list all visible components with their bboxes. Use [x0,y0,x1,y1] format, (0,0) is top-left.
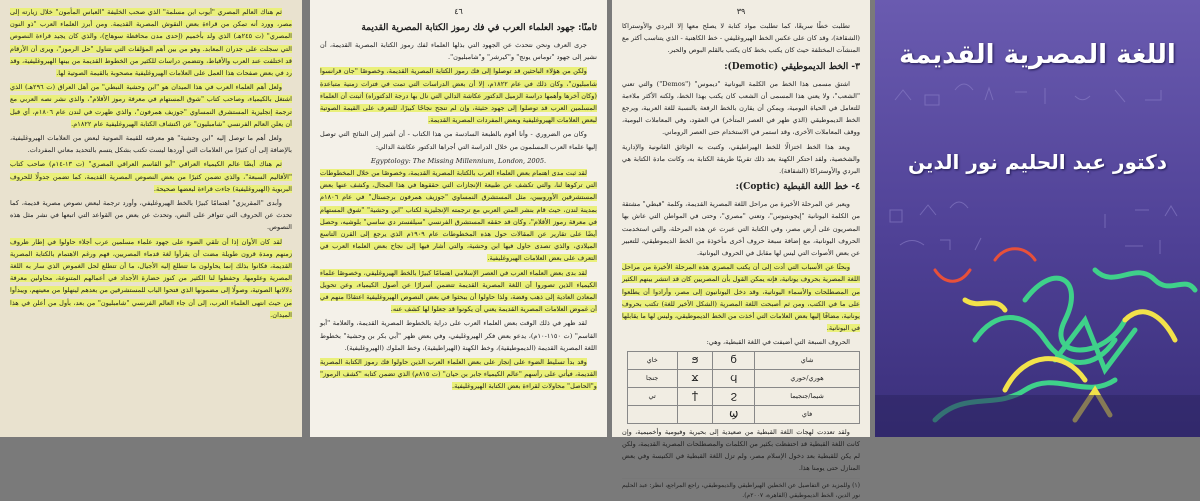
cover-bottom-band [875,395,1200,437]
left-paragraph-2: ولعل أهم العلماء العرب في هذا الميدان هو "ابن وحشية النبطي" من أهل العراق (ت ٢٩٦هـ) الذي اشتغل بالكيمياء، وصاحب كتاب "شوق المستهام في معرفة رموز الأقلام"، والذي نشر نصه العربي مع ترجمة إنجليزية المستشرق النمساوي "جوزيف همرفون"، والذي ظهرت في لندن عام ١٨٠٦م، أي قبل أن يعلن العالم الفرنسي "شامبليون" عن اكتشاف الكتابة الهيروغليفية عام ١٨٢٢م. [10,83,293,128]
middle-book-page [310,0,607,437]
right-paragraph-5: وبحثًا عن الأسباب التي أدت إلى أن يكتب المصري هذه المرحلة الأخيرة من مراحل اللغة المصرية بحروف يونانية، فإنه يمكن القول بأن المصريين كان قد انتشر بينهم الكثير من المصطلحات والأسماء اليونانية، وقد دخل اليونانيون إلى مصر، وأرادوا أن يطلعوا على ما في الكتب، ومن ثم أصبحت اللغة المصرية (الشكل الأخير للغة) تكتب بحروف يونانية، مضافًا إليها بعض العلامات التي أخذت من الخط الديموطيقي، وليس لها ما يقابلها في اليونانية. [622,263,860,333]
letter-name: شاي [755,351,860,369]
middle-paragraph-3: وكان من الضروري - وأنا أقوم بالطبعة السادسة من هذا الكتاب - أن أشير إلى النتائج التي توصل إليها علماء العرب المسلمون من خلال الدراسة التي أجراها الدكتور عكاشة الدالي: [320,130,597,151]
letter-name: شيما/جنجيما [755,387,860,405]
left-book-page [0,0,302,437]
right-book-page [612,0,870,500]
coptic-letters-table [627,351,860,424]
left-paragraph-1: ثم هناك العالم المصري "أيوب ابن مسلمة" الذي صحب الخليفة "العباس المأمون" خلال زيارته إلى مصر، وورد أنه تمكن من قراءة بعض النقوش المصرية القديمة. ومن أبرز العلماء العرب "ذو النون المصري" (ت ٢٤٥هـ) الذي ولد بأخميم (إحدى مدن محافظة سوهاج)، والذي كان يجيد قراءة النصوص التي سجلت على جدران المعابد. وهو من بين أهم المؤلفات التي تتناول "حل الرموز"، ويرى أن الأرقام قد اختلفت عند العرب والأقباط، وتتضمن دراسات للكثير من الخطوط القديمة من بينها الهيروغليفية، وقد رد في بعض صفحات هذا العمل على العلامات الهيروغليفية مصحوبة بالقيمة الصوتية لها. [10,8,292,78]
middle-paragraph-1: جرى العرف ونحن نتحدث عن الجهود التي بذلها العلماء لفك رموز الكتابة المصرية القديمة، أن نشير إلى جهود "توماس يونج" و"كيرشر" و"شامبليون". [320,41,597,62]
middle-paragraph-5: لقد بدى بعض العلماء العرب في العصر الإسلامي اهتمامًا كبيرًا بالخط الهيروغليفي، وخصوصًا علماء الكيمياء الذين تصوروا أن اللغة المصرية القديمة تتضمن أسرارًا عن أصول الكيمياء، وعن تحويل المعادن العادية إلى ذهب وفضة، ولذا حاولوا أن يبحثوا في بعض النصوص الهيروغليفية اعتقادًا منهم في أن غموض العلامات المصرية القديمة يعني أن يكونوا قد جعلوا لها كشف عنه. [320,268,597,314]
coptic-glyph: ϧ [677,351,713,369]
table-row [627,405,859,423]
coptic-glyph: ϩ [713,387,755,405]
book-title: اللغة المصرية القديمة [899,40,1176,70]
right-paragraph-2: اشتق مسمى هذا الخط من الكلمة اليونانية "ديموس" ("Demos") والتي تعني "الشعب"، ولا يعني هذا المسمى أن الشعب كان يكتب بهذا الخط، ولكنه الأكثر ملاءمة للتعامل في الحياة اليومية، ويمكن أن يقارن بالخط الرقعة بالنسبة للغة العربية، ويرجع الخط الديموطيقي (الذي ظهر في العصر المتأخر) في العقود، وفي المعاملات اليومية، ووقف المعاملات الأخرى، وقد استمر في الاستخدام حتى العصر الروماني. [622,79,860,137]
coptic-glyph: ϣ [713,405,755,423]
right-paragraph-4: ويعبر عن المرحلة الأخيرة من مراحل اللغة المصرية القديمة، وكلمة "قبطي" مشتقة من الكلمة اليونانية "إيجوبتيوس"، وتعني "مصري"، وحتى في المواطن التي عاش بها المصريون على أرض مصر، وفي الكتابة التي عبرت عن هذه المرحلة، والتي استخدمت الحروف اليونانية، مع إضافة سبعة حروف أخرى مأخوذة من الخط الديموطيقي، للتعبير عن بعض الأصوات التي ليس لها مقابل في الحروف اليونانية. [622,200,860,258]
middle-paragraph-2: ولكن من هؤلاء الباحثين قد توصلوا إلى فك رموز الكتابة المصرية القديمة، وخصوصًا "جان فرانسوا شامبليون"، وكان ذلك في عام ١٨٢٢م، إلا أن بعض الدراسات التي تمت في فترات زمنية متباعدة (وكان آخرها وأهمها دراسة الزميل الدكتور عكاشة الدالي التي نال بها درجة الدكتوراه) أثبتت أن العلماء المسلمين العرب قد توصلوا إلى جهود حثيثة، وإن لم تنجح نجاحًا كبيرًا، للتعرف على القيمة الصوتية لبعض العلامات الهيروغليفية وبعض المفردات المصرية القديمة. [320,67,597,125]
book-author: دكتور عبد الحليم نور الدين [907,150,1168,174]
footnote: (١) وللمزيد عن التفاصيل عن الخطين الهيراطيقي والديموطيقي، راجع المراجع، انظر: عبد الحليم نور الدين، الخط الديموطيقي (القاهرة، ٢٠٠٧م). [622,478,860,501]
reference-citation: Egyptology: The Missing Millennium, London, 2005. [370,156,547,165]
letter-name: هوري/حوري [755,369,860,387]
coptic-glyph: ϫ [677,369,713,387]
left-paragraph-3: ولعل أهم ما توصل إليه "ابن وحشية" هو معرفته للقيمة الصوتية لبعض من العلامات الهيروغليفية، بالإضافة إلى أن كثيرًا من العلامات التي أوردها ليست تكتب بشكل يتسم بالتحديد معاني المفردات. [10,134,292,155]
left-paragraph-4: ثم هناك أيضًا عالم الكيمياء العراقي "أبو القاسم العراقي المصري" (ت ١٣-١٤م) صاحب كتاب "الأقاليم السبعة"، والذي تضمن كثيرًا من بعض النصوص المصرية القديمة، كما تضمن جدولًا للحروف البربوية (الهيروغليفية) جاءت قراءة لبعضها صحيحة. [10,160,292,193]
book-cover [875,0,1200,437]
left-paragraph-6: لقد كان الأوان إذا أن تلقي الضوء على جهود علماء مسلمين عرب أجلاء حاولوا في إطار ظروف زمنهم ومدة قرون طويلة مضت أن يقرأوا لغة قدماء المصريين، فهم ورغم الاهتمام بالكتابة المصرية القديمة، فكانوا بذلك إنما يحاولون ما تتطلع إليه الأجيال، ما أن تتطلع لحل الغموض الذي سار به اللغة المصرية وعلومها، وحفظوا لنا الكثير من كنوز حضارة الأجداد في أعمالهم المتنوعة، محاولين معرفة دلالاتها الصوتية، وصولًا إلى مضمونها الذي فتحوا الباب للمستشرقين من بعدهم لينهلوا من معينهم، ويبدأوا من حيث انتهى العلماء العرب، إلى أن جاء العالم الفرنسي "شامبليون" من بعد، بأول من أعلن في هذا الميدان. [10,237,292,319]
right-paragraph-3: ويعد هذا الخط اختزالًا للخط الهيراطيقي، وكتبت به الوثائق القانونية والإدارية والشخصية، ولقد احتكر الكهنة بعد ذلك تقريبًا طريقة الكتابة به، وكانت مادة الكتابة هي البردي والأوستراكا (الشقافة). [622,142,860,176]
coptic-glyph: ϥ [713,369,755,387]
letter-name: فاي [755,405,860,423]
glyph-table-caption: الحروف السبعة التي أضيفت في اللغة القبطية، وهي: [706,338,850,347]
letter-name: جنجا [627,369,677,387]
coptic-glyph: ϭ [713,351,755,369]
table-row [627,387,859,405]
right-paragraph-6: ولقد تعددت لهجات اللغة القبطية من صعيدية إلى بحيرية وفيومية وأخميمية، وإن كانت اللغة القبطية قد احتفظت بكثير من الكلمات والمصطلحات المصرية القديمة، ولكن لم يكن للقبطية بعد دخول الإسلام مصر، ولم تزل اللغة القبطية في الكنيسة وفي بعض المنازل حتى يومنا هذا. [622,427,860,473]
table-row [627,369,859,387]
section-heading: ثامنًا: جهود العلماء العرب في فك رموز الكتابة المصرية القديمة [361,23,597,33]
table-row [627,351,859,369]
coptic-glyph: ϯ [677,387,713,405]
letter-name: خاي [627,351,677,369]
coptic-glyph [677,405,713,423]
letter-name [627,405,677,423]
page-number: ٤٦ [454,7,463,16]
letter-name: تي [627,387,677,405]
right-paragraph-1: تطلبت خطًا سريعًا، كما تطلبت مواد كتابة لا يصلح معها إلا البردي والأوستراكا (الشقافة)، وقد كان على عكس الخط الهيروغليفي - خط الكاهنية - الذي يتناسب أكثر مع المنشآت المختلفة حيث كان يكتب بخط كان يكتب بالقلم البوص والحبر. [622,22,860,55]
demotic-heading: ٣- الخط الديموطيقي (Demotic): [724,61,860,72]
middle-paragraph-6: لقد ظهر في ذلك الوقت بعض العلماء العرب على دراية بالخطوط المصرية القديمة، والعلامة "أبو القاسم" (ت ١١٥٠-١٠م)، يدعو بعض فكر الهيروغليفي، وفي بعض ظهر "أبي بكر بن وحشية" بخطوط اللغة المصرية القديمة (الديموطيقية)، وخط الكهنة (الهيراطيقية)، وخط الملوك (الهيروغليفية). [320,319,598,352]
left-paragraph-5: وأبدى "المقريزي" اهتمامًا كبيرًا بالخط الهيروغليفي، وأورد ترجمة لبعض نصوص مصرية قديمة، كما تحدث عن الحروف التي تتوافر على النص، وتحدث عن بعض من القواعد التي اتبعها في نشر مثل هذه النصوص. [10,199,292,232]
middle-paragraph-7: وقد بدأ تسليط الضوء على إنجاز على بعض العلماء العرب الذين حاولوا فك رموز الكتابة المصرية القديمة، فيأتي على رأسهم "عالم الكيمياء جابر بن حيان" (ت ٨١٥م) الذي تضمن كتابه "كشف الرموز" و"الحاصل" محاولات لقراءة بعض الكتابة الهيروغليفية. [320,358,597,391]
page-number: ٣٩ [736,7,746,16]
coptic-heading: ٤- خط اللغة القبطية (Coptic): [735,182,860,193]
middle-paragraph-4: لقد ثبت مدى اهتمام بعض العلماء العرب بالكتابة المصرية القديمة، وخصوصًا من خلال المخطوطات التي تركوها لنا، والتي تكشف عن طبيعة الإنجازات التي حققوها في هذا المجال، وكشف عنها بعض المستشرقين الأوروبيين، مثل المستشرق النمساوي "جوزيف همرفون برجستال" في عام ١٨٠٦م بمدينة لندن، حيث قام بنشر المتن العربي مع ترجمته الإنجليزية لكتاب "ابن وحشية" "شوق المستهام في معرفة رموز الأقلام"، وكان قد حققه المستشرق الفرنسي "سيلفستر دي ساسي" بلوشيه، وحصل أيضًا على تقارير عن المقالات حول هذه المخطوطات عام ١٩٠٩م الذي يرجع إلى القرن التاسع الميلادي، والذي تصدى حاول فيها ابن وحشية، والتي أشار فيها إلى نجاح بعض العلماء العرب في التعرف على بعض العلامات الهيروغليفية. [320,169,597,263]
